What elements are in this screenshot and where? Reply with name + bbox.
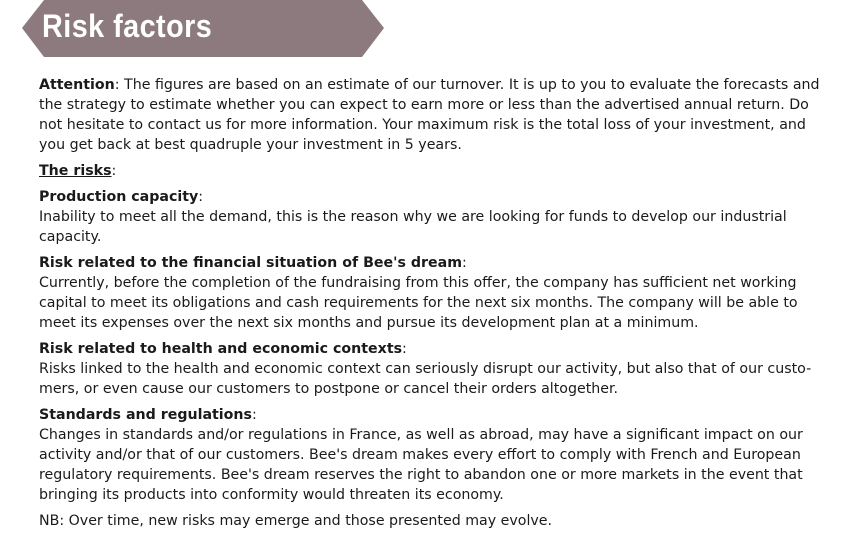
page-title: Risk factors <box>42 8 213 44</box>
risks-heading <box>39 161 829 181</box>
risk-section-financial <box>39 253 829 333</box>
risk-title-text: Standards and regulations <box>39 407 252 423</box>
attention-paragraph <box>39 75 829 155</box>
risk-section-body: Currently, before the completion of the fundraising from this offer, the company has sufficient net working capital to meet its obligations and cash requirements for the next six months. The company will be able to meet its expenses over the next six months and pursue its development plan at a minimum. <box>39 275 798 331</box>
document-body <box>39 75 829 537</box>
risk-title-text: Risk related to the financial situation of Bee's dream <box>39 255 462 271</box>
risk-title-text: Production capacity <box>39 189 199 205</box>
attention-text: : The figures are based on an estimate of our turnover. It is up to you to evaluate the forecasts and the strategy to estimate whether you can expect to earn more or less than the advertised annual return. Do not hesitate to contact us for more information. Your maximum risk is the total loss of your investment, and you get back at best quadruple your investment in 5 years. <box>39 77 820 153</box>
risk-section-body: Risks linked to the health and economic context can seriously disrupt our activity, but also that of our custo-mers, or even cause our customers to postpone or cancel their orders altogether. <box>39 361 812 397</box>
risk-section-production <box>39 187 829 247</box>
risk-section-standards <box>39 405 829 505</box>
risk-section-health <box>39 339 829 399</box>
footnote: NB: Over time, new risks may emerge and those presented may evolve. <box>39 513 553 529</box>
risk-section-body: Inability to meet all the demand, this is the reason why we are looking for funds to develop our industrial capacity. <box>39 209 787 245</box>
risk-section-body: Changes in standards and/or regulations in France, as well as abroad, may have a significant impact on our activity and/or that of our customers. Bee's dream makes every effort to comply with French and European regulatory requirements. Bee's dream reserves the right to abandon one or more markets in the event that bringing its products into conformity would threaten its economy. <box>39 427 803 503</box>
attention-label: Attention <box>39 77 115 93</box>
risk-title-text: Risk related to health and economic contexts <box>39 341 403 357</box>
risk-section-title: Risk related to the financial situation of Bee's dream: <box>39 255 467 271</box>
risk-section-title: Production capacity: <box>39 189 204 205</box>
risk-section-title: Risk related to health and economic contexts: <box>39 341 407 357</box>
risk-section-title: Standards and regulations: <box>39 407 257 423</box>
risks-heading-suffix: : <box>111 163 117 179</box>
risks-heading-label: The risks <box>39 163 112 179</box>
